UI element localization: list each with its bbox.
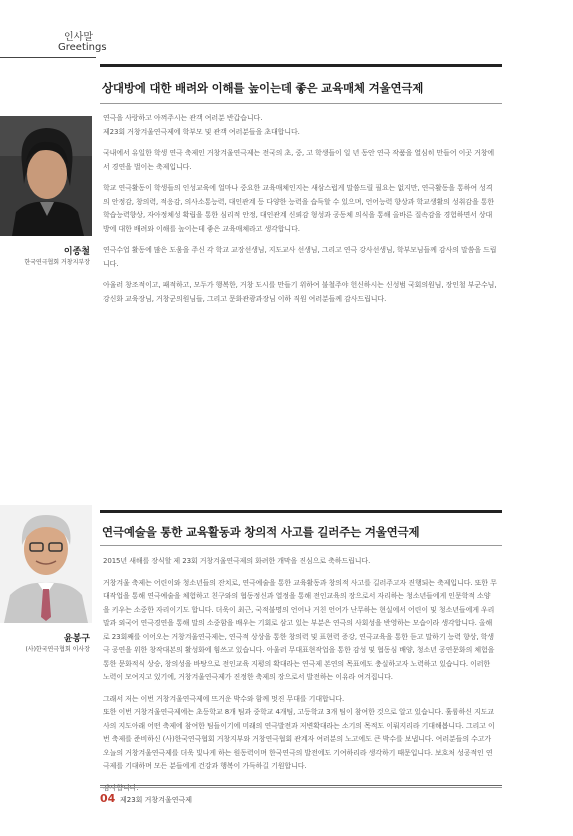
footer-rule xyxy=(100,785,502,786)
page-number: 04 xyxy=(100,792,116,805)
section-label-korean: 인사말 xyxy=(64,32,93,43)
header-divider xyxy=(0,57,96,58)
speaker-role-1: 한국연극협회 거창지부장 xyxy=(24,259,90,266)
section1-paragraph: 연극을 사랑하고 아껴주시는 관객 여러분 반갑습니다. 제23회 거창겨울연극제에 학부모 및 관객 여러분들을 초대합니다. xyxy=(103,114,300,136)
section1-body xyxy=(103,112,497,314)
footer-rule-thin xyxy=(100,787,502,788)
section2-body xyxy=(103,555,497,803)
publication-title: 제23회 거창겨울연극제 xyxy=(120,796,192,804)
portrait-photo-1 xyxy=(0,116,92,236)
section-label-english: Greetings xyxy=(58,42,107,53)
section2-title: 연극예술을 통한 교육활동과 창의적 사고를 길러주는 겨울연극제 xyxy=(102,525,420,539)
section2-paragraph: 2015년 새해를 장식할 제 23회 거창겨울연극제의 화려한 개막을 진심으로 축하드립니다. xyxy=(103,557,371,565)
portrait-photo-2 xyxy=(0,505,92,623)
section2-title-rule xyxy=(100,545,502,546)
speaker-name-1: 이종철 xyxy=(63,247,90,257)
section1-paragraph: 학교 연극활동이 학생들의 인성교육에 얼마나 중요한 교육매체인지는 새삼스럽게 말씀드릴 필요는 없지만, 연극활동을 통하여 성격의 안정감, 창의력, 적응감, 의사소통능력, 대인관계 등 다양한 능력을 습득할 수 있으며, 언어능력 향상과 학교생활의 성취감을 통한 학습능력향상, 자아정체성 확립을 통한 심리적 안정, 대인관계 신뢰감 형성과 공동체 의식을 통해 올바른 질속감을 경험하면서 상대방에 대한 배려와 이해를 높이는데 좋은 교육매체라고 생각합니다. xyxy=(103,184,495,233)
section2-paragraph: 그래서 저는 이번 거창겨울연극제에 뜨거운 박수와 함께 멋진 무대를 기대합니다. 또한 이번 거창겨울연극제에는 초등학교 8개 팀과 중학교 4개팀, 고등학교 3개 팀이 참여한 것으로 알고 있습니다. 훌륭하신 지도교사의 지도아래 어떤 축제에 참여한 팀들이기에 미래의 연극발전과 저변확대라는 소기의 목적도 이뤄지리라 기대해봅니다. 그리고 이번 축제를 준비하신 (사)한국연극협회 거창지부와 거창연극협회 관계자 여러분의 노고에도 큰 박수를 보냅니다. 여러분들의 수고가 오늘의 거창겨울연극제를 더욱 빛나게 하는 원동력이며 한국연극의 발전에도 기여하리라 생각하기 때문입니다. 보호처 성공적인 연극제를 기대하며 모든 분들에게 건강과 행복이 가득하길 기원합니다. xyxy=(103,694,495,770)
section1-paragraph: 국내에서 유일한 학생 연극 축제인 거창겨울연극제는 전국의 초, 중, 고 학생들이 일 년 동안 연극 작품을 열심히 만들어 이곳 거창에서 경연을 벌이는 축제입니다. xyxy=(103,149,495,171)
section1-title: 상대방에 대한 배려와 이해를 높이는데 좋은 교육매체 겨울연극제 xyxy=(102,81,424,95)
speaker-role-2: (사)한국연극협회 이사장 xyxy=(25,646,90,653)
section1-title-rule xyxy=(100,103,502,104)
section2-paragraph xyxy=(103,782,497,796)
section1-paragraph: 연극수업 활동에 많은 도움을 주신 각 학교 교장선생님, 지도교사 선생님, 그리고 연극 강사선생님, 학부모님들께 감사의 말씀을 드립니다. xyxy=(103,246,497,268)
section2-top-rule xyxy=(100,510,502,513)
section1-paragraph: 아울러 창조적이고, 패적하고, 모두가 행복한, 거창 도시를 만들기 위하여 불철주야 헌신하시는 신성범 국회의원님, 장인철 부군수님, 강신화 교육장님, 거창군의원님들, 그리고 문화관광과장님 이하 직원 여러분들께 감사드립니다. xyxy=(103,281,497,303)
section1-top-rule xyxy=(100,64,502,67)
section2-paragraph: 거창겨울 축제는 어린이와 청소년들의 잔치로, 연극예술을 통한 교육활동과 창의적 사고를 길러주고자 진행되는 축제입니다. 또한 무대작업을 통해 연극예술을 체험하고 친구와의 협동정신과 열정을 통해 전인교육의 장으로서 자리하는 청소년들에게 인문학적 소양을 키우는 소중한 자리이기도 합니다. 더욱이 최근, 국적불명의 언어나 거친 언어가 난무하는 현실에서 어린이 및 청소년들에게 우리말과 외국어 연극경연을 통해 말의 소중함을 배우는 기회로 삼고 있는 부분은 연극의 사회성을 반영하는 모습이라 생각합니다. 올해로 23회째를 이어오는 거창겨울연극제는, 연극적 상상을 통한 창의력 및 표현력 증강, 연극교육을 통한 듣고 말하기 능력 향상, 학생극 공연을 위한 창작대본의 활성화에 힘쓰고 있습니다. 아울러 무대표현작업을 통한 감성 및 협동심 배양, 청소년 공연문화의 체험을 통한 문화적식 상승, 창의성을 바탕으로 전인교육 지평의 확대라는 연극제 본연의 목표에도 충실하고자 노력하고 있습니다. 이러한 노력이 모여지고 있기에, 거창겨울연극제가 진정한 축제의 장으로서 발전하는 이유라 여겨집니다. xyxy=(103,578,497,681)
speaker-name-2: 윤봉구 xyxy=(63,634,90,644)
